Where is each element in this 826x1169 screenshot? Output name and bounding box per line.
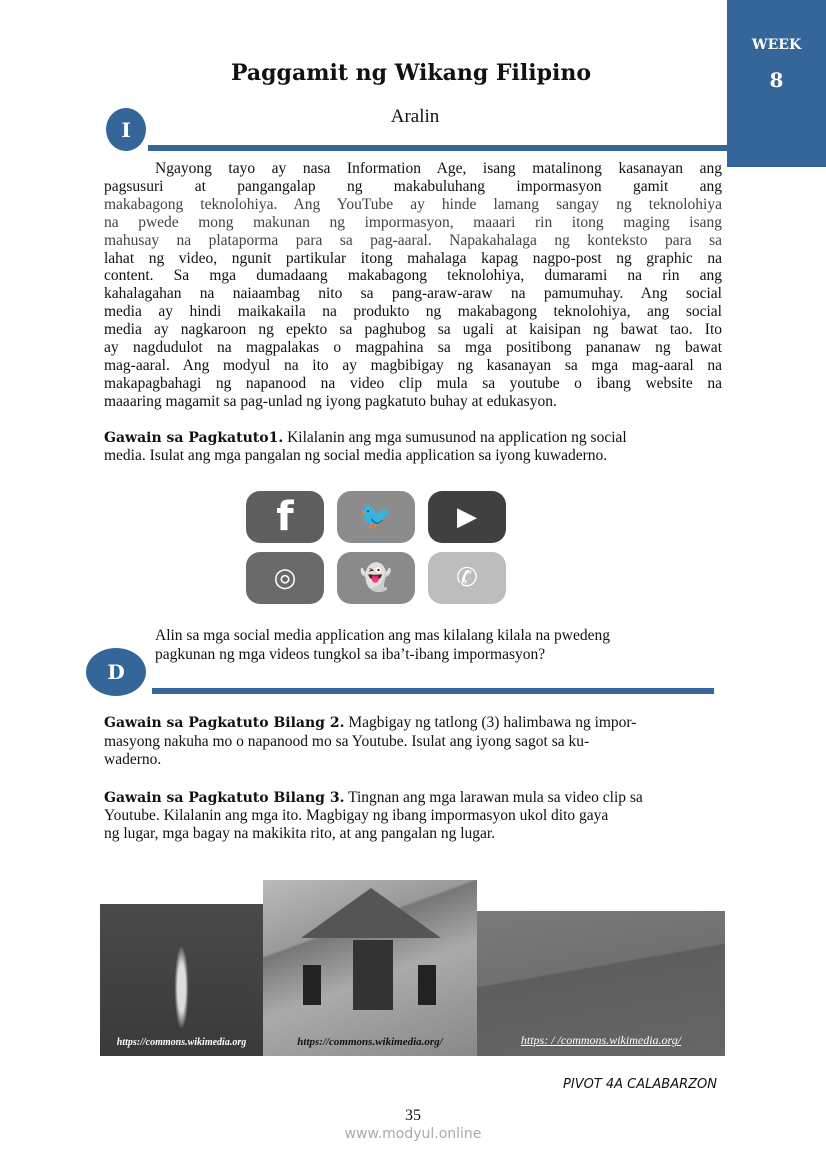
paragraph-line: content. Sa mga dumadaang makabagong teknolohiya, dumarami na rin ang (104, 267, 722, 285)
twitter-icon: 🐦 (337, 491, 415, 543)
snapchat-icon: 👻 (337, 552, 415, 604)
question-line2: pagkunan ng mga videos tungkol sa iba’t-ibang impormasyon? (155, 646, 546, 663)
text: Magbigay ng tatlong (3) halimbawa ng impor- (344, 714, 637, 731)
photo-credit: https: / /commons.wikimedia.org/ (520, 1033, 682, 1047)
paragraph-line: maaaring magamit sa pag-unlad ng iyong pagkatuto buhay at edukasyon. (104, 392, 557, 410)
gawain2-label: Gawain sa Pagkatuto Bilang 2. (104, 715, 345, 731)
week-badge (727, 0, 826, 167)
gawain2-line2: masyong nakuha mo o napanood mo sa Youtube. Isulat ang iyong sagot sa ku- (104, 733, 590, 750)
divider (148, 145, 727, 151)
section-heading: Aralin (390, 106, 440, 127)
gawain1-line1 (104, 429, 627, 447)
section-i-badge: I (106, 108, 146, 151)
paragraph-line: na pwede mong makunan ng impormasyon, maaari rin itong maging isang (104, 213, 722, 231)
paragraph-line: ay nagdudulot na magpalakas o magpahina sa mga positibong pananaw ng bawat (104, 339, 722, 356)
gawain3-line3: ng lugar, mga bagay na makikita rito, at ang pangalan ng lugar. (104, 825, 496, 842)
photo-credit: https://commons.wikimedia.org (116, 1037, 247, 1048)
text: Tingnan ang mga larawan mula sa video clip sa (344, 789, 643, 806)
whatsapp-icon: ✆ (428, 552, 506, 604)
gawain2-line3: waderno. (104, 751, 162, 768)
page-number: 35 (405, 1107, 421, 1124)
question-line1: Alin sa mga social media application ang mas kilalang kilala na pwedeng (155, 627, 610, 644)
section-d-badge: D (86, 648, 146, 696)
paragraph-line: kahalagahan na naiaambag nito sa pang-araw-araw na pamumuhay. Ang social (104, 285, 722, 303)
website-watermark: www.modyul.online (344, 1126, 482, 1142)
youtube-icon: ▶ (428, 491, 506, 543)
photo-building (263, 880, 477, 1056)
gawain3-line1 (104, 789, 643, 807)
paragraph-line: pagsusuri at pangangalap ng makabuluhang impormasyon gamit ang (104, 177, 722, 195)
instagram-icon: ◎ (246, 552, 324, 604)
photo-sea (477, 911, 725, 1056)
gawain1-label: Gawain sa Pagkatuto1. (104, 430, 284, 446)
footer-pivot: PIVOT 4A CALABARZON (563, 1077, 717, 1092)
paragraph-line: media ay hindi maikakaila na produkto ng makabagong teknolohiya, ang social (104, 303, 722, 321)
paragraph-line: makapagbahagi ng napanood na video clip mula sa youtube o ibang website na (104, 374, 722, 392)
gawain3-label: Gawain sa Pagkatuto Bilang 3. (104, 790, 345, 806)
facebook-icon: f (246, 491, 324, 543)
paragraph-line: lahat ng video, ngunit partikular itong mahalaga kapag nagpo-post ng graphic na (104, 249, 722, 267)
photo-credit: https://commons.wikimedia.org/ (297, 1036, 443, 1048)
week-label: WEEK (751, 37, 802, 53)
page-title: Paggamit ng Wikang Filipino (230, 60, 592, 86)
week-number: 8 (769, 68, 784, 92)
paragraph-line: makabagong teknolohiya. Ang YouTube ay hinde lamang sangay ng teknolohiya (104, 195, 722, 213)
gawain2-line1 (104, 714, 636, 732)
photo-waterfall (100, 904, 263, 1056)
paragraph-line: mahusay na plataporma para sa pag-aaral. Napakahalaga ng konteksto para sa (104, 231, 722, 249)
paragraph-line: media ay nagkaroon ng epekto sa paghubog sa ugali at kaisipan ng bawat tao. Ito (104, 321, 722, 339)
divider (152, 688, 714, 694)
gawain1-line2: media. Isulat ang mga pangalan ng social media application sa iyong kuwaderno. (104, 447, 608, 464)
gawain3-line2: Youtube. Kilalanin ang mga ito. Magbigay ng ibang impormasyon ukol dito gaya (104, 807, 609, 824)
paragraph-line: Ngayong tayo ay nasa Information Age, isang matalinong kasanayan ang (155, 160, 722, 177)
text: Kilalanin ang mga sumusunod na application ng social (283, 429, 627, 446)
paragraph-line: mag-aaral. Ang modyul na ito ay magbibigay ng kasanayan sa mga mag-aaral na (104, 356, 722, 374)
